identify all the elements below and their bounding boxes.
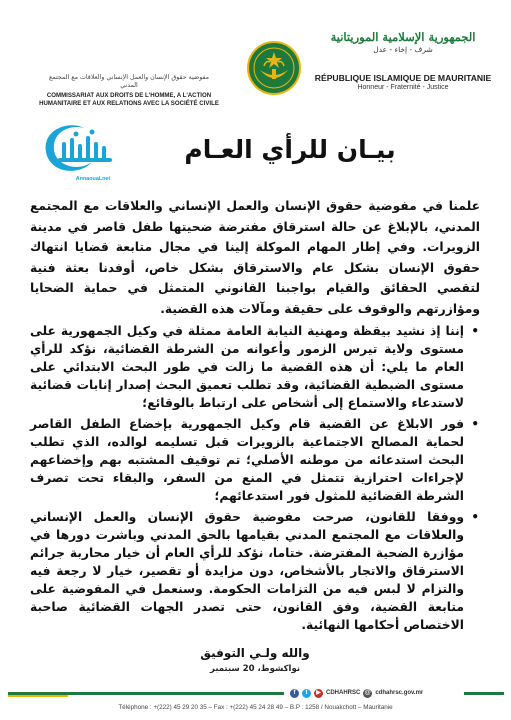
republic-motto-arabic: شرف - إخاء - عدل <box>373 45 433 54</box>
twitter-icon: t <box>302 689 311 698</box>
facebook-icon: f <box>290 689 299 698</box>
republic-title-french: RÉPUBLIQUE ISLAMIQUE DE MAURITANIE <box>314 73 492 83</box>
bullet-icon: • <box>471 416 479 431</box>
statement-point <box>30 415 480 505</box>
statement-point-text: ووفقا للقانون، صرحت مفوضية حقوق الإنسان والعمل الإنساني والعلاقات مع المجتمع المدني بقيامها بالحق المدني وباشرت دورها في مؤازرة الضحية المفترضة. ختاما، نؤكد للرأي العام أن خيار محاربة جرائم الاسترقاق والاتجار بالأشخاص، دون مزايدة أو تقصير، خيار لا رجعة فيه والتزام لا لبس فيه من التزامات الحكومة. وسنعمل في المفوضية على متابعة القضية، وفق القانون، حتى تصدر الجهات القضائية صاحبة الاختصاص أحكامها النهائية. <box>30 509 464 632</box>
statement-body <box>30 196 480 637</box>
footer-divider-right <box>464 692 504 695</box>
intro-paragraph: علمنا في مفوضية حقوق الإنسان والعمل الإنساني والعلاقات مع المجتمع المدني، بالإبلاغ عن حالة استرقاق مفترضة ضحيتها طفل قاصر في مدينة الزويرات. وفي إطار المهام الموكلة إلينا في مجال متابعة قضايا انتهاك حقوق الإنسان بشكل عام والاسترقاق بشكل خاص، أوفدنا بعثة فنية لتقصي الحقائق والقيام بواجبنا القانوني المتمثل في حماية الضحايا ومؤازرتهم والوقوف على حقيقة ومآلات هذه القضية. <box>30 199 480 316</box>
web-icon: @ <box>364 689 371 696</box>
footer-contact: Téléphone : +(222) 45 29 20 35 – Fax : +(222) 45 24 28 49 – B.P : 1258 / Nouakchott – Mauritanie <box>118 704 393 711</box>
statement-point <box>30 508 480 634</box>
statement-point-text: إننا إذ نشيد بيقظة ومهنية النيابة العامة ممثلة في وكيل الجمهورية على مستوى ولاية تيرس الزمور وأعوانه من الشرطة القضائية، نؤكد للرأي العام ما يلي: أن هذه القضية ما زالت في طور البحث الابتدائي على مستوى الضبطية القضائية، وقد تطلب تعميق البحث إصدار إنابات قضائية لاستدعاء والاستماع إلى أشخاص على ارتباط بالوقائع؛ <box>30 323 464 410</box>
commissariat-name-french-2: HUMANITAIRE ET AUX RELATIONS AVEC LA SOCIÉTÉ CIVILE <box>39 100 219 107</box>
statement-point <box>30 322 480 412</box>
footer-accent <box>8 695 68 697</box>
footer-bar <box>0 686 511 700</box>
republic-title-arabic: الجمهورية الإسلامية الموريتانية <box>330 30 476 44</box>
national-seal-icon <box>246 40 302 96</box>
commissariat-header <box>16 74 242 108</box>
youtube-icon: ▶ <box>314 689 323 698</box>
page-title: بيـان للرأي العـام <box>184 135 396 164</box>
bullet-icon: • <box>471 323 479 338</box>
bullet-icon: • <box>471 509 479 524</box>
republic-header <box>305 30 501 91</box>
republic-motto-french: Honneur - Fraternité - Justice <box>357 84 449 91</box>
statement-point-text: فور الابلاغ عن القضية قام وكيل الجمهورية بإخضاع الطفل القاصر لحماية المصالح الاجتماعية بالزويرات قبل تسليمه لوالده، الذي تطلب البحث استدعائه من موطنه الأصلي؛ تم توقيف المشتبه بهم وإخضاعهم لإجراءات احترازية تتمثل في المنع من السفر، والبقاء تحت تصرف الشرطة القضائية للمثول فور استدعائهم؛ <box>30 416 464 503</box>
social-handle[interactable]: CDHAHRSC <box>326 690 361 696</box>
statement-points <box>30 322 480 634</box>
annaoua-logo-icon <box>34 118 124 184</box>
closing-phrase: والله ولـي التوفيق <box>200 646 310 660</box>
social-links <box>290 687 423 699</box>
place-date: نواكشوط، 20 سبتمبر <box>210 664 300 674</box>
logo-caption: AnnaouaLnet <box>75 176 111 182</box>
website-email[interactable]: cdhahrsc.gov.mr <box>375 690 424 696</box>
commissariat-name-arabic-1: مفوضية حقوق الإنسان والعمل الإنساني والعلاقات مع المجتمع <box>48 74 210 81</box>
commissariat-name-arabic-2: المدني <box>120 82 138 89</box>
commissariat-name-french-1: COMMISSARIAT AUX DROITS DE L'HOMME, A L'ACTION <box>46 92 212 99</box>
